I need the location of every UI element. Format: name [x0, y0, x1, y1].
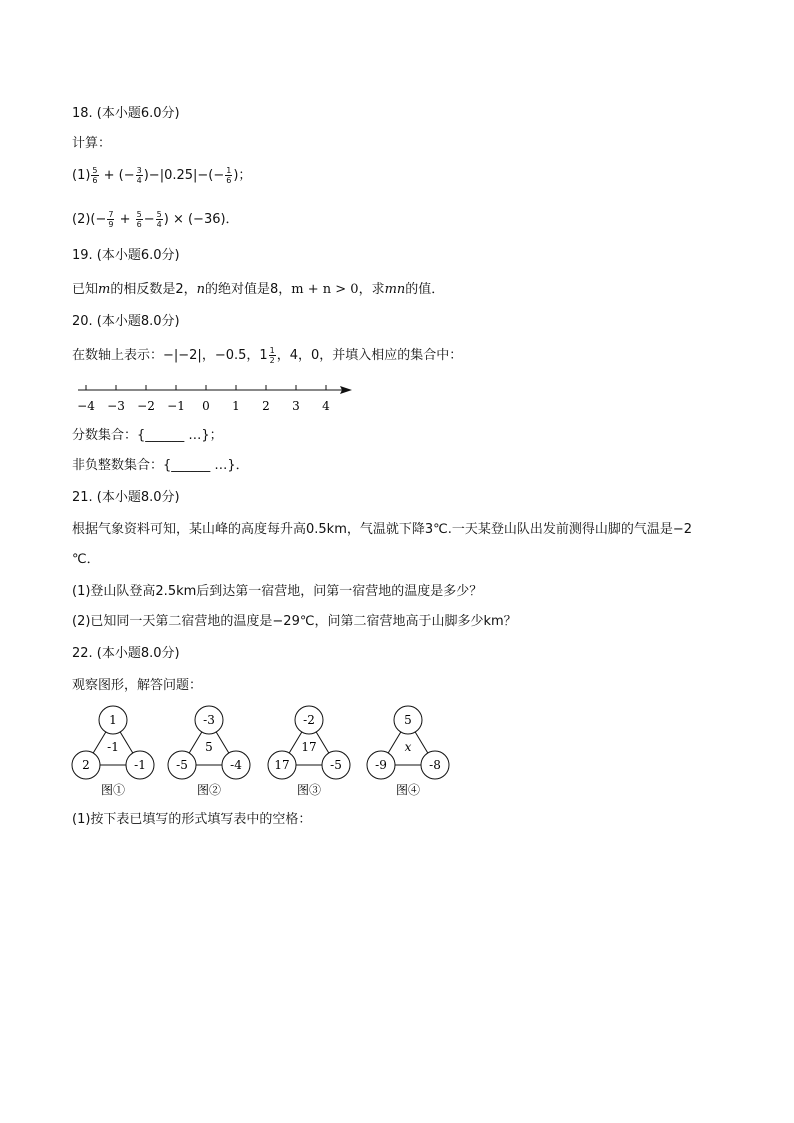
- axis-label: −4: [77, 399, 95, 413]
- q21-header: 21. (本小题8.0分): [72, 490, 180, 505]
- fraction: [225, 166, 232, 185]
- axis-label: 2: [262, 399, 270, 413]
- fraction: [91, 166, 98, 185]
- q18-p1-prefix: (1): [72, 168, 91, 183]
- figure-caption: 图④: [395, 783, 421, 797]
- triangle-edge: [415, 732, 428, 753]
- q18-p2-plus: +: [115, 212, 135, 227]
- node-value-top: -3: [203, 713, 215, 727]
- triangle-edge: [216, 732, 229, 753]
- q18-intro: 计算：: [72, 136, 112, 151]
- triangle-edge: [316, 732, 329, 753]
- q19-t5: 的值．: [405, 282, 445, 297]
- var-mn: mn: [384, 282, 406, 297]
- fraction: [136, 210, 143, 229]
- fraction-den: 2: [269, 356, 275, 365]
- q18-p1-plus: + (−: [99, 168, 135, 183]
- q18-part1: [72, 166, 251, 186]
- q19-header: 19. (本小题6.0分): [72, 248, 180, 263]
- q20-header: 20. (本小题8.0分): [72, 314, 180, 329]
- fraction-num: 5: [136, 210, 142, 219]
- q19-t4: ，求: [358, 282, 385, 297]
- node-value-right: -5: [330, 758, 342, 772]
- q20-set-fraction: 分数集合：{______ …}；: [72, 428, 223, 443]
- q18-p2-prefix: (2)(−: [72, 212, 107, 227]
- fraction-num: 1: [269, 346, 275, 355]
- q19-t3: 的绝对值是8，: [205, 282, 292, 297]
- node-value-left: -5: [176, 758, 188, 772]
- node-value-top: -2: [303, 713, 315, 727]
- q20-set-nonneg-int: 非负整数集合：{______ …}．: [72, 458, 249, 473]
- fraction-num: 5: [92, 166, 98, 175]
- q21-part2: (2)已知同一天第二宿营地的温度是−29℃，问第二宿营地高于山脚多少km？: [72, 614, 517, 629]
- figure-2: [168, 706, 250, 797]
- q21-part1: (1)登山队登高2.5km后到达第一宿营地，问第一宿营地的温度是多少？: [72, 584, 483, 599]
- figure-caption: 图③: [296, 783, 322, 797]
- fraction-num: 1: [226, 166, 232, 175]
- center-value: -1: [107, 740, 119, 754]
- triangle-figures: [66, 700, 456, 804]
- fraction: [136, 166, 143, 185]
- figure-4: [367, 706, 449, 797]
- axis-label: 0: [202, 399, 210, 413]
- number-line: [70, 380, 370, 416]
- mixed-whole: 1: [259, 348, 268, 363]
- fraction-den: 4: [136, 176, 142, 185]
- fraction: [107, 210, 114, 229]
- q22-part1: (1)按下表已填写的形式填写表中的空格：: [72, 812, 312, 827]
- q21-body-2: ℃．: [72, 552, 100, 567]
- q18-p2-minus: −: [143, 212, 155, 227]
- fraction-num: 7: [108, 210, 114, 219]
- mixed-number: [259, 348, 276, 363]
- q18-p1-mid: )−|0.25|−(−: [143, 168, 225, 183]
- axis-label: 1: [232, 399, 240, 413]
- axis-label: −2: [137, 399, 155, 413]
- node-value-left: -9: [375, 758, 387, 772]
- q21-body-1: 根据气象资料可知，某山峰的高度每升高0.5km，气温就下降3℃.一天某登山队出发前测得山脚的气温是−2: [72, 522, 693, 537]
- fraction-den: 9: [108, 220, 114, 229]
- node-value-right: -8: [429, 758, 441, 772]
- fraction-den: 6: [136, 220, 142, 229]
- fraction-num: 3: [136, 166, 142, 175]
- q19-t2: 的相反数是2，: [110, 282, 197, 297]
- node-value-left: 2: [82, 758, 90, 772]
- axis-label: 3: [292, 399, 300, 413]
- q20-t1: 在数轴上表示：−|−2|，−0.5，: [72, 348, 260, 363]
- node-value-top: 5: [404, 713, 412, 727]
- fraction: [156, 210, 163, 229]
- center-value: 17: [301, 740, 317, 754]
- q18-header: 18. (本小题6.0分): [72, 106, 180, 121]
- center-value: x: [404, 740, 412, 754]
- q19-body: [72, 280, 444, 300]
- figure-1: [72, 706, 154, 797]
- triangle-edge: [289, 732, 302, 753]
- var-n: n: [196, 282, 205, 297]
- q18-p2-suffix: ) × (−36)．: [163, 212, 239, 227]
- triangle-edge: [93, 732, 106, 753]
- triangle-edge: [189, 732, 202, 753]
- q20-t2: ，4，0，并填入相应的集合中：: [276, 348, 463, 363]
- q19-condition: m + n > 0: [291, 282, 359, 297]
- q22-header: 22. (本小题8.0分): [72, 646, 180, 661]
- node-value-right: -1: [134, 758, 146, 772]
- figure-3: [268, 706, 350, 797]
- node-value-top: 1: [109, 713, 117, 727]
- triangle-edge: [120, 732, 133, 753]
- var-m: m: [98, 282, 111, 297]
- figure-caption: 图②: [196, 783, 222, 797]
- fraction-den: 4: [156, 220, 162, 229]
- fraction-num: 5: [156, 210, 162, 219]
- node-value-left: 17: [274, 758, 290, 772]
- figure-caption: 图①: [100, 783, 126, 797]
- q18-p1-suffix: )；: [233, 168, 252, 183]
- axis-label: −3: [107, 399, 125, 413]
- node-value-right: -4: [230, 758, 242, 772]
- center-value: 5: [205, 740, 213, 754]
- q19-t1: 已知: [72, 282, 99, 297]
- fraction-den: 6: [226, 176, 232, 185]
- axis-label: 4: [322, 399, 330, 413]
- triangle-edge: [388, 732, 401, 753]
- q22-intro: 观察图形，解答问题：: [72, 678, 203, 693]
- q18-part2: [72, 210, 239, 230]
- q20-body: [72, 346, 462, 366]
- axis-label: −1: [167, 399, 185, 413]
- fraction-den: 6: [92, 176, 98, 185]
- fraction: [269, 346, 276, 365]
